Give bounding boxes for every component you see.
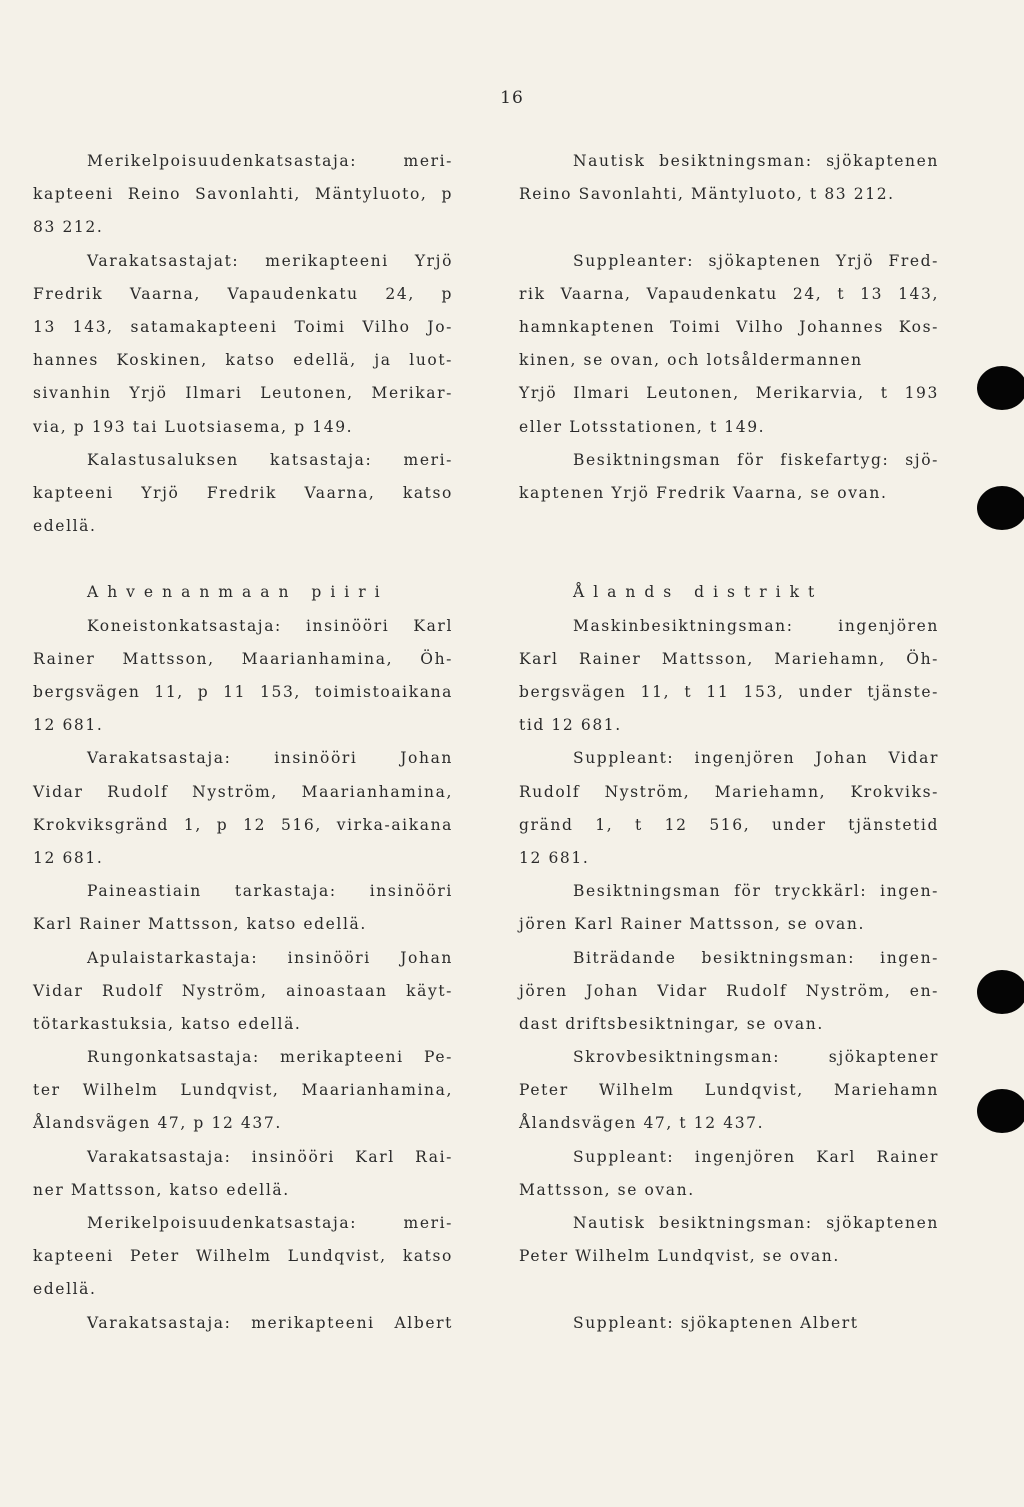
text-line: Biträdande besiktningsman: ingen- xyxy=(573,948,939,967)
right-column-swedish xyxy=(519,145,939,1340)
text-line: Karl Rainer Mattsson, Mariehamn, Öh- xyxy=(519,649,939,668)
text-line: via, p 193 tai Luotsiasema, p 149. xyxy=(33,417,354,436)
text-line: tid 12 681. xyxy=(519,716,622,735)
text-line: 12 681. xyxy=(33,716,104,735)
text-line: Ålandsvägen 47, p 12 437. xyxy=(33,1114,282,1133)
text-line: Paineastiain tarkastaja: insinööri xyxy=(87,882,453,901)
text-line: gränd 1, t 12 516, under tjänstetid xyxy=(519,815,939,834)
text-line: Apulaistarkastaja: insinööri Johan xyxy=(87,948,453,967)
text-line: Suppleant: ingenjören Johan Vidar xyxy=(573,749,939,768)
text-line: kaptenen Yrjö Fredrik Vaarna, se ovan. xyxy=(519,483,888,502)
text-line: Fredrik Vaarna, Vapaudenkatu 24, p xyxy=(33,284,453,303)
text-line: Peter Wilhelm Lundqvist, se ovan. xyxy=(519,1247,840,1266)
text-line: rik Vaarna, Vapaudenkatu 24, t 13 143, xyxy=(519,284,939,303)
text-line: Suppleant: sjökaptenen Albert xyxy=(573,1313,859,1332)
text-line: Kalastusaluksen katsastaja: meri- xyxy=(87,450,453,469)
text-line: Besiktningsman för tryckkärl: ingen- xyxy=(573,882,939,901)
text-line: sivanhin Yrjö Ilmari Leutonen, Merikar- xyxy=(33,384,453,403)
text-line: ter Wilhelm Lundqvist, Maarianhamina, xyxy=(33,1081,453,1100)
text-line: Rainer Mattsson, Maarianhamina, Öh- xyxy=(33,649,453,668)
text-line: Varakatsastaja: insinööri Karl Rai- xyxy=(87,1147,453,1166)
text-line: Karl Rainer Mattsson, katso edellä. xyxy=(33,915,367,934)
text-line: Reino Savonlahti, Mäntyluoto, t 83 212. xyxy=(519,185,895,204)
text-line: Varakatsastaja: insinööri Johan xyxy=(87,749,453,768)
text-line: Merikelpoisuudenkatsastaja: meri- xyxy=(87,152,453,170)
blank-line xyxy=(33,543,453,576)
left-column-finnish xyxy=(33,145,453,1340)
text-line: 12 681. xyxy=(33,848,104,867)
text-line: Besiktningsman för fiskefartyg: sjö- xyxy=(573,450,939,469)
text-line: Ålandsvägen 47, t 12 437. xyxy=(519,1114,765,1133)
text-line: hannes Koskinen, katso edellä, ja luot- xyxy=(33,351,453,370)
text-line: tötarkastuksia, katso edellä. xyxy=(33,1014,302,1033)
text-line: hamnkaptenen Toimi Vilho Johannes Kos- xyxy=(519,317,939,336)
text-line: Skrovbesiktningsman: sjökaptener xyxy=(573,1048,939,1067)
text-line: 12 681. xyxy=(519,848,590,867)
section-heading: Ålands distrikt xyxy=(573,583,824,602)
text-line: Varakatsastaja: merikapteeni Albert xyxy=(87,1313,453,1332)
text-line: Peter Wilhelm Lundqvist, Mariehamn xyxy=(519,1081,939,1100)
text-line: Rudolf Nyström, Mariehamn, Krokviks- xyxy=(519,782,939,801)
text-line: Varakatsastajat: merikapteeni Yrjö xyxy=(87,251,453,270)
text-line: Yrjö Ilmari Leutonen, Merikarvia, t 193 xyxy=(519,384,939,403)
text-line: Koneistonkatsastaja: insinööri Karl xyxy=(87,616,453,635)
blank-line xyxy=(519,543,939,576)
text-line: Merikelpoisuudenkatsastaja: meri- xyxy=(87,1214,453,1232)
binder-hole xyxy=(977,970,1024,1014)
text-line: kapteeni Peter Wilhelm Lundqvist, katso xyxy=(33,1247,453,1266)
text-line: kinen, se ovan, och lotsåldermannen xyxy=(519,351,863,370)
text-line: edellä. xyxy=(33,517,97,536)
text-line: bergsvägen 11, t 11 153, under tjänste- xyxy=(519,683,939,701)
text-line: jören Johan Vidar Rudolf Nyström, en- xyxy=(519,981,939,1000)
section-heading: Ahvenanmaan piiri xyxy=(87,583,389,602)
text-line: Vidar Rudolf Nyström, ainoastaan käyt- xyxy=(33,981,453,1000)
text-line: Suppleanter: sjökaptenen Yrjö Fred- xyxy=(573,251,939,270)
text-line: bergsvägen 11, p 11 153, toimistoaikana xyxy=(33,683,453,701)
text-line: Suppleant: ingenjören Karl Rainer xyxy=(573,1147,939,1166)
blank-line xyxy=(519,1273,939,1306)
text-line: kapteeni Reino Savonlahti, Mäntyluoto, p xyxy=(33,185,453,204)
binder-hole xyxy=(977,1089,1024,1133)
blank-line xyxy=(519,211,939,244)
text-line: 83 212. xyxy=(33,218,104,237)
text-line: Vidar Rudolf Nyström, Maarianhamina, xyxy=(33,782,453,801)
text-line: jören Karl Rainer Mattsson, se ovan. xyxy=(519,915,865,934)
text-line: Nautisk besiktningsman: sjökaptenen xyxy=(573,152,939,170)
text-line: eller Lotsstationen, t 149. xyxy=(519,417,766,436)
text-line: edellä. xyxy=(33,1280,97,1299)
text-line: Nautisk besiktningsman: sjökaptenen xyxy=(573,1214,939,1232)
text-line: Rungonkatsastaja: merikapteeni Pe- xyxy=(87,1048,453,1067)
binder-hole xyxy=(977,366,1024,410)
text-line: Krokviksgränd 1, p 12 516, virka-aikana xyxy=(33,815,453,834)
text-line: Maskinbesiktningsman: ingenjören xyxy=(573,616,939,635)
binder-hole xyxy=(977,486,1024,530)
text-line: Mattsson, se ovan. xyxy=(519,1180,695,1199)
text-line: dast driftsbesiktningar, se ovan. xyxy=(519,1014,824,1033)
text-line: ner Mattsson, katso edellä. xyxy=(33,1180,290,1199)
text-line: kapteeni Yrjö Fredrik Vaarna, katso xyxy=(33,483,453,502)
text-line: 13 143, satamakapteeni Toimi Vilho Jo- xyxy=(33,317,453,336)
blank-line xyxy=(519,510,939,543)
page-number: 16 xyxy=(500,88,524,108)
